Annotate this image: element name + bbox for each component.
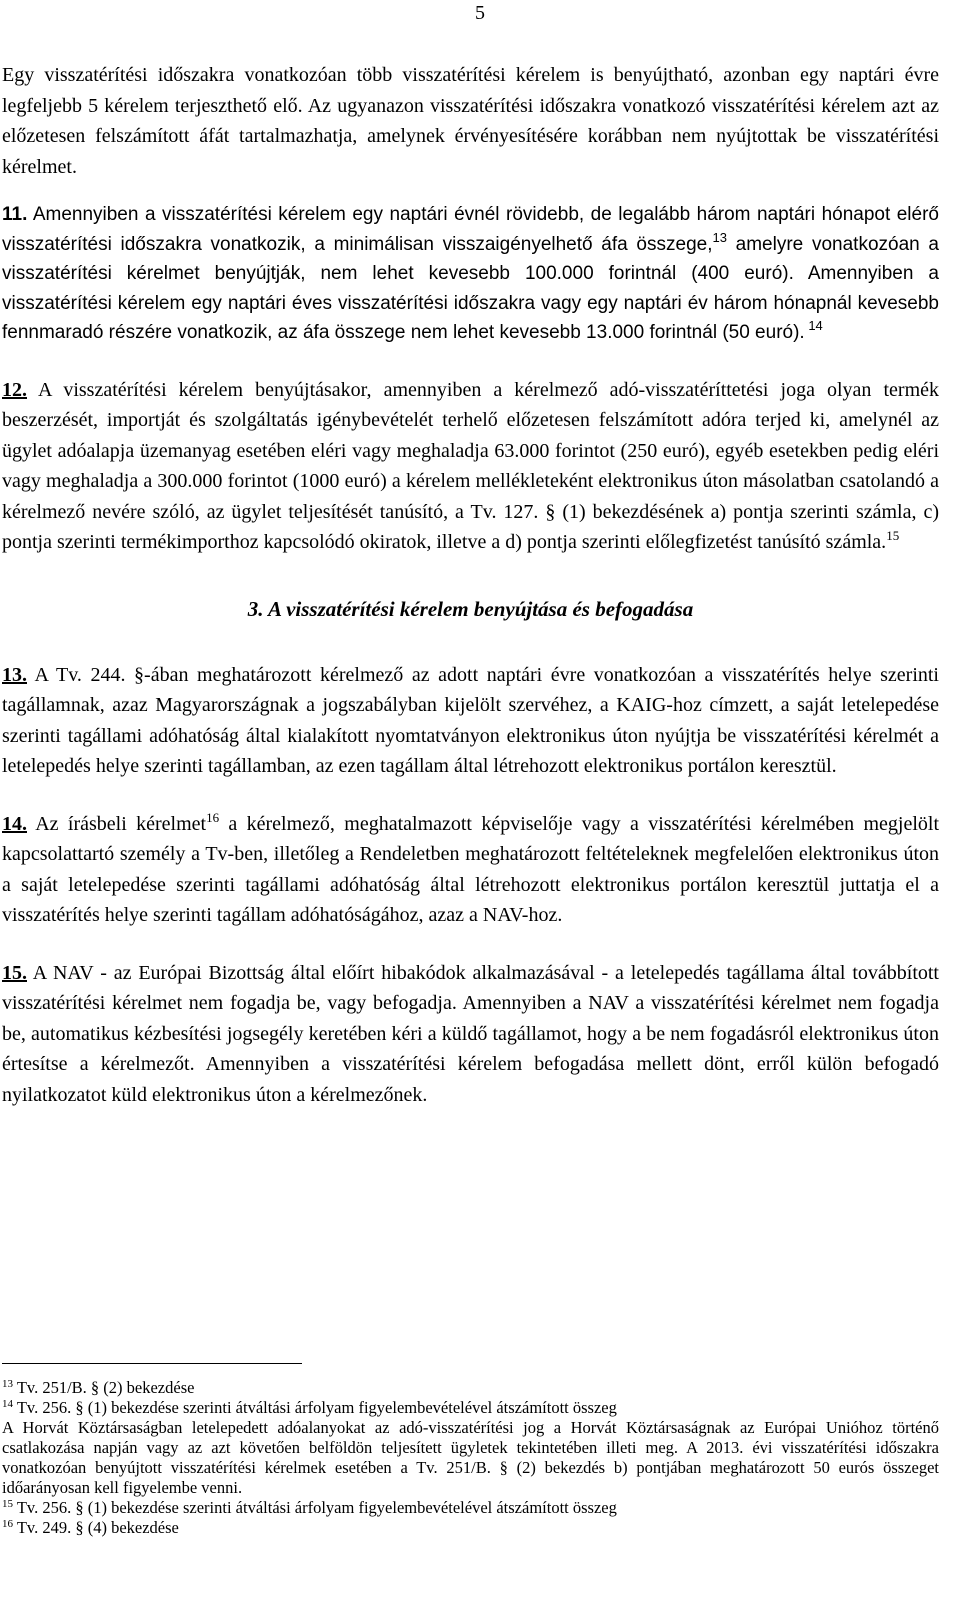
- footnote-number: 15: [2, 1498, 13, 1510]
- intro-paragraph: Egy visszatérítési időszakra vonatkozóan több visszatérítési kérelem is benyújtható, azonban egy naptári évre legfeljebb 5 kérelem terjeszthető elő. Az ugyanazon visszatérítési időszakra vonatkozó visszatérítési kérelem azt az előzetesen felszámított áfát tartalmazhatja, amelynek érvényesítésére korábban nem nyújtottak be visszatérítési kérelmet.: [2, 64, 939, 178]
- footnote-ref-16: 16: [206, 809, 220, 825]
- paragraph-12: [2, 375, 939, 558]
- document-body: [2, 60, 939, 1137]
- paragraph-text: Amennyiben a visszatérítési kérelem egy naptári évnél rövidebb, de legalább három naptári hónapot elérő visszatérítési időszakra vonatkozik, a minimálisan visszaigényelhető áfa összege,: [2, 204, 939, 255]
- footnote-number: 16: [2, 1518, 13, 1530]
- paragraph-text: A Tv. 244. §-ában meghatározott kérelmező az adott naptári évre vonatkozóan a visszatérítés helye szerinti tagállamnak, azaz Magyarországnak a jogszabályban kijelölt szervéhez, a KAIG-hoz címzett, a saját letelepedése szerinti tagállami adóhatóság által kialakított nyomtatványon elektronikus úton nyújtja be visszatérítési kérelmét a letelepedés helye szerinti tagállamban, az ezen tagállam által létrehozott elektronikus portálon keresztül.: [2, 663, 939, 777]
- paragraph-15: [2, 958, 939, 1111]
- footnote-text: A Horvát Köztársaságban letelepedett adóalanyokat az adó-visszatérítési jog a Horvát Köztársaságnak az Európai Unióhoz történő csatlakozása napján vagy az azt követően belföldön teljesített ügyletek tekintetében illeti meg. A 2013. évi visszatérítési időszakra vonatkozóan benyújtott visszatérítési kérelmek esetében a Tv. 251/B. § (2) bekezdés b) pontjában meghatározott 50 eurós összeget időarányosan kell figyelembe venni.: [2, 1418, 939, 1497]
- paragraph-text: A visszatérítési kérelem benyújtásakor, amennyiben a kérelmező adó-visszatéríttetési joga olyan termék beszerzését, importját és szolgáltatás igénybevételét terhelő előzetesen felszámított adóra terjed ki, amelynél az ügylet adóalapja üzemanyag esetében eléri vagy meghaladja 63.000 forintot (250 euró), egyéb esetekben pedig eléri vagy meghaladja a 300.000 forintot (1000 euró) a kérelem mellékleteként elektronikus úton másolatban csatolandó a kérelmező nevére szóló, az ügylet teljesítését tanúsító, a Tv. 127. § (1) bekezdésének a) pontja szerinti számla, c) pontja szerinti termékimporthoz kapcsolódó okiratok, illetve a d) pontja szerinti előlegfizetést tanúsító számla.: [2, 378, 939, 553]
- paragraph-text: amelyre vonatkozóan a visszatérítési kérelmet benyújtják, nem lehet kevesebb 100.000 forintnál (400 euró). Amennyiben a visszatérítési kérelem egy naptári éves visszatérítési időszakra vagy egy naptári év három hónapnál kevesebb fennmaradó részére vonatkozik, az áfa összege nem lehet kevesebb 13.000 forintnál (50 euró).: [2, 233, 939, 343]
- footnote-number: 13: [2, 1378, 13, 1390]
- footnote-ref-14: 14: [804, 318, 823, 333]
- footnote-text: Tv. 249. § (4) bekezdése: [13, 1518, 179, 1537]
- paragraph-14: [2, 809, 939, 931]
- footnote-separator: [2, 1363, 302, 1364]
- footnote-text: Tv. 256. § (1) bekezdése szerinti átváltási árfolyam figyelembevételével átszámított összeg: [13, 1498, 617, 1517]
- footnote-text: Tv. 251/B. § (2) bekezdése: [13, 1378, 195, 1397]
- paragraph-number: 13.: [2, 663, 27, 686]
- footnote-14-note: [2, 1418, 939, 1498]
- footnote-13: [2, 1378, 939, 1398]
- footnote-14: [2, 1398, 939, 1418]
- footnote-ref-13: 13: [712, 229, 727, 245]
- footnote-16: [2, 1518, 939, 1538]
- footnotes: [2, 1378, 939, 1538]
- footnote-ref-15: 15: [886, 528, 900, 543]
- page-number: 5: [475, 2, 485, 24]
- paragraph-text: Az írásbeli kérelmet: [27, 812, 207, 835]
- paragraph-text: a kérelmező, meghatalmazott képviselője vagy a visszatérítési kérelmében megjelölt kapcsolattartó személy a Tv-ben, illetőleg a Rendeletben meghatározott feltételeknek megfelelően elektronikus úton a saját letelepedése szerinti tagállami adóhatóság által létrehozott elektronikus portálon keresztül juttatja el a visszatérítés helye szerinti tagállam adóhatóságához, azaz a NAV-hoz.: [2, 812, 939, 926]
- paragraph-text: A NAV - az Európai Bizottság által előírt hibakódok alkalmazásával - a letelepedés tagállama által továbbított visszatérítési kérelmet nem fogadja be, vagy befogadja. Amennyiben a NAV a visszatérítési kérelmet nem fogadja be, automatikus kézbesítési jogsegély keretében kéri a küldő tagállamot, hogy a be nem fogadásról elektronikus úton értesítse a kérelmezőt. Amennyiben a visszatérítési kérelem befogadása mellett dönt, erről külön befogadó nyilatkozatot küld elektronikus úton a kérelmezőnek.: [2, 961, 939, 1106]
- footnote-15: [2, 1498, 939, 1518]
- footnote-text: Tv. 256. § (1) bekezdése szerinti átváltási árfolyam figyelembevételével átszámított összeg: [13, 1398, 617, 1417]
- paragraph-13: [2, 660, 939, 782]
- paragraph-number: 15.: [2, 961, 27, 984]
- footnote-number: 14: [2, 1398, 13, 1410]
- paragraph-number: 12.: [2, 378, 27, 401]
- paragraph-number: 11.: [2, 204, 28, 225]
- section-title: 3. A visszatérítési kérelem benyújtása és befogadása: [247, 596, 694, 621]
- paragraph-11: [2, 200, 939, 348]
- paragraph-number: 14.: [2, 812, 27, 835]
